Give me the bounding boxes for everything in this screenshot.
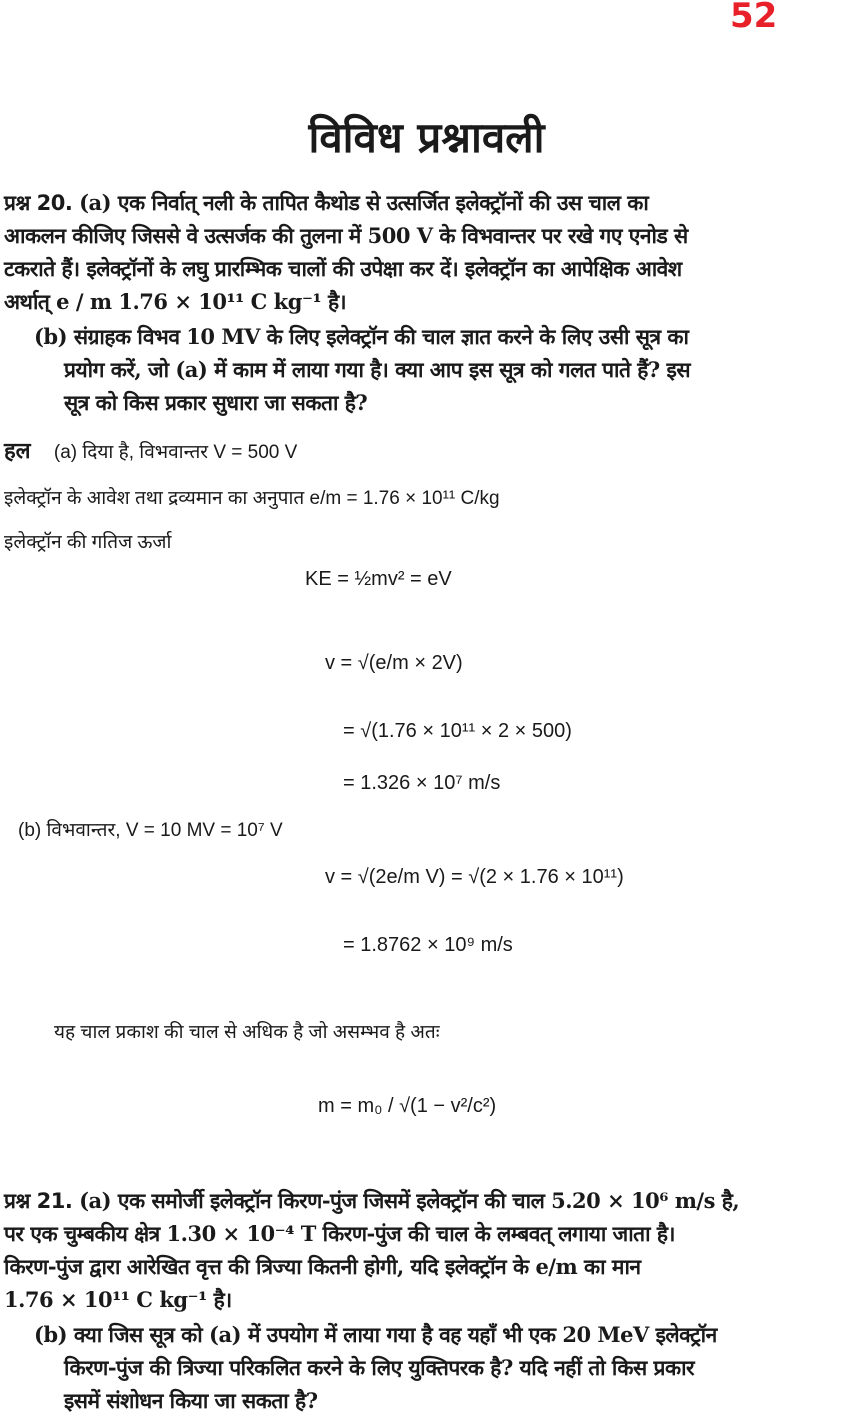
question-part-b-line: सूत्र को किस प्रकार सुधारा जा सकता है? bbox=[64, 390, 368, 415]
question-text-line: किरण-पुंज द्वारा आरेखित वृत्त की त्रिज्या कितनी होगी, यदि इलेक्ट्रॉन के e/m का मान bbox=[4, 1254, 641, 1279]
equation-relativistic-mass: m = m₀ / √(1 − v²/c²) bbox=[318, 1095, 497, 1117]
equation-kinetic-energy: KE = ½mv² = eV bbox=[305, 568, 452, 590]
question-text-line: आकलन कीजिए जिससे वे उत्सर्जक की तुलना में 500 V के विभवान्तर पर रखे गए एनोड से bbox=[4, 223, 688, 248]
question-part-b-line: (b) क्या जिस सूत्र को (a) में उपयोग में लाया गया है वह यहाँ भी एक 20 MeV इलेक्ट्रॉन bbox=[34, 1322, 717, 1347]
question-part-b-line: किरण-पुंज की त्रिज्या परिकलित करने के लिए युक्तिपरक है? यदि नहीं तो किस प्रकार bbox=[64, 1355, 695, 1380]
solution-label: हल bbox=[4, 438, 31, 463]
solution-given: (a) दिया है, विभवान्तर V = 500 V bbox=[53, 442, 298, 463]
question-part-b-line: (b) संग्राहक विभव 10 MV के लिए इलेक्ट्रॉन की चाल ज्ञात करने के लिए उसी सूत्र का bbox=[34, 324, 689, 349]
question-text-line: पर एक चुम्बकीय क्षेत्र 1.30 × 10⁻⁴ T किरण-पुंज की चाल के लम्बवत् लगाया जाता है। bbox=[4, 1221, 675, 1246]
question-text-line: 1.76 × 10¹¹ C kg⁻¹ है। bbox=[4, 1287, 232, 1312]
question-text-line: (a) एक निर्वात् नली के तापित कैथोड से उत्सर्जित इलेक्ट्रॉनों की उस चाल का bbox=[79, 190, 649, 215]
equation-velocity: v = √(e/m × 2V) bbox=[325, 652, 463, 674]
solution-ratio: इलेक्ट्रॉन के आवेश तथा द्रव्यमान का अनुपात e/m = 1.76 × 10¹¹ C/kg bbox=[4, 488, 500, 509]
question-part-b-line: इसमें संशोधन किया जा सकता है? bbox=[64, 1388, 318, 1413]
question-text-line: अर्थात् e / m 1.76 × 10¹¹ C kg⁻¹ है। bbox=[4, 289, 347, 314]
solution-part-b-given: (b) विभवान्तर, V = 10 MV = 10⁷ V bbox=[18, 820, 283, 841]
question-text-line: टकराते हैं। इलेक्ट्रॉनों के लघु प्रारम्भिक चालों की उपेक्षा कर दें। इलेक्ट्रॉन का आपेक्षिक आवेश bbox=[4, 256, 682, 281]
question-label: प्रश्न 20. bbox=[4, 191, 73, 215]
equation-result-b: = 1.8762 × 10⁹ m/s bbox=[343, 934, 513, 956]
equation-result-a: = 1.326 × 10⁷ m/s bbox=[343, 772, 501, 794]
equation-substitution: = √(1.76 × 10¹¹ × 2 × 500) bbox=[343, 720, 572, 742]
equation-velocity-b: v = √(2e/m V) = √(2 × 1.76 × 10¹¹) bbox=[325, 866, 624, 888]
solution-conclusion: यह चाल प्रकाश की चाल से अधिक है जो असम्भव है अतः bbox=[54, 1022, 440, 1043]
question-label: प्रश्न 21. bbox=[4, 1189, 73, 1213]
solution-ke-label: इलेक्ट्रॉन की गतिज ऊर्जा bbox=[4, 532, 172, 553]
page-title: विविध प्रश्नावली bbox=[308, 113, 545, 162]
page-number: 52 bbox=[730, 0, 778, 36]
question-text-line: (a) एक समोर्जी इलेक्ट्रॉन किरण-पुंज जिसमें इलेक्ट्रॉन की चाल 5.20 × 10⁶ m/s है, bbox=[79, 1188, 740, 1213]
question-part-b-line: प्रयोग करें, जो (a) में काम में लाया गया है। क्या आप इस सूत्र को गलत पाते हैं? इस bbox=[64, 357, 691, 382]
